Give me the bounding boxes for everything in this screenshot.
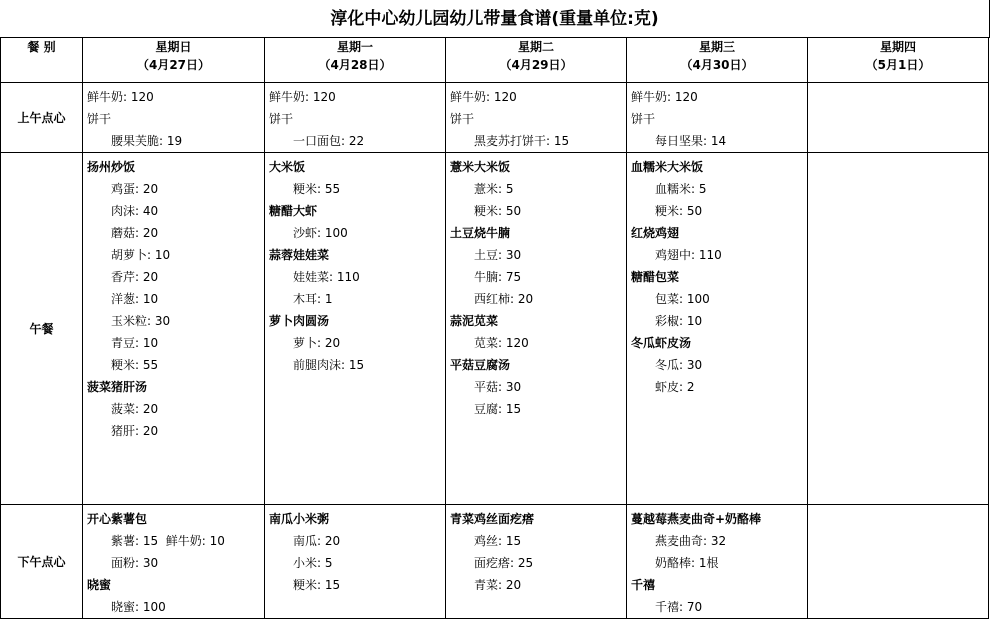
ingredient: 面疙瘩: 25: [474, 556, 534, 570]
lunch-cell-thursday: [808, 153, 989, 505]
day-name: 星期四: [879, 40, 916, 54]
ingredient: 香芹: 20: [111, 270, 159, 284]
ingredient: 南瓜: 20: [293, 534, 341, 548]
dish-name: 糖醋包菜: [631, 270, 680, 284]
ingredient: 粳米: 50: [655, 204, 703, 218]
morning-cell-sunday: [83, 83, 265, 153]
afternoon-snack-row: [1, 505, 989, 619]
ingredient: 薏米: 5: [474, 182, 514, 196]
dish-name: 蔓越莓燕麦曲奇+奶酪棒: [631, 512, 762, 526]
afternoon-cell-monday: [265, 505, 446, 619]
day-date: （4月30日）: [680, 58, 754, 72]
ingredient: 玉米粒: 30: [111, 314, 171, 328]
ingredient: 土豆: 30: [474, 248, 522, 262]
dish-name: 蒜泥苋菜: [450, 314, 499, 328]
menu-line: 黑麦苏打饼干: 15: [474, 134, 570, 148]
ingredient: 苋菜: 120: [474, 336, 529, 350]
morning-snack-row: [1, 83, 989, 153]
ingredient: 粳米: 55: [293, 182, 341, 196]
menu-line: 腰果芙脆: 19: [111, 134, 183, 148]
ingredient: 虾皮: 2: [655, 380, 695, 394]
day-header-monday: [265, 38, 446, 83]
day-name: 星期一: [336, 40, 373, 54]
day-name: 星期日: [155, 40, 192, 54]
afternoon-cell-tuesday: [446, 505, 627, 619]
ingredient: 鸡蛋: 20: [111, 182, 159, 196]
morning-cell-monday: [265, 83, 446, 153]
morning-cell-wednesday: [627, 83, 808, 153]
menu-line: 一口面包: 22: [293, 134, 365, 148]
meal-type-header: 餐 别: [1, 38, 83, 83]
ingredient: 豆腐: 15: [474, 402, 522, 416]
day-name: 星期三: [698, 40, 735, 54]
dish-name: 蒜蓉娃娃菜: [269, 248, 330, 262]
dish-name: 菠菜猪肝汤: [87, 380, 148, 394]
dish-name: 晓蜜: [87, 578, 112, 592]
menu-line: 鲜牛奶: 120: [87, 90, 154, 104]
afternoon-cell-thursday: [808, 505, 989, 619]
ingredient: 青豆: 10: [111, 336, 159, 350]
ingredient: 萝卜: 20: [293, 336, 341, 350]
ingredient: 粳米: 50: [474, 204, 522, 218]
ingredient: 蘑菇: 20: [111, 226, 159, 240]
ingredient: 青菜: 20: [474, 578, 522, 592]
dish-name: 大米饭: [269, 160, 306, 174]
sheet-title: 淳化中心幼儿园幼儿带量食谱(重量单位:克): [0, 0, 990, 38]
ingredient: 粳米: 15: [293, 578, 341, 592]
morning-cell-thursday: [808, 83, 989, 153]
ingredient: 粳米: 55: [111, 358, 159, 372]
ingredient: 菠菜: 20: [111, 402, 159, 416]
ingredient: 娃娃菜: 110: [293, 270, 360, 284]
ingredient: 胡萝卜: 10: [111, 248, 171, 262]
menu-line: 每日坚果: 14: [655, 134, 727, 148]
ingredient: 肉沫: 40: [111, 204, 159, 218]
ingredient: 鸡丝: 15: [474, 534, 522, 548]
day-date: （5月1日）: [865, 58, 931, 72]
lunch-cell-sunday: [83, 153, 265, 505]
ingredient: 燕麦曲奇: 32: [655, 534, 727, 548]
ingredient: 紫薯: 15 鲜牛奶: 10: [111, 534, 225, 548]
menu-line: 饼干: [269, 112, 294, 126]
morning-snack-label: 上午点心: [1, 83, 83, 153]
day-header-thursday: [808, 38, 989, 83]
menu-line: 鲜牛奶: 120: [269, 90, 336, 104]
day-header-wednesday: [627, 38, 808, 83]
dish-name: 平菇豆腐汤: [450, 358, 511, 372]
ingredient: 千禧: 70: [655, 600, 703, 614]
day-date: （4月27日）: [136, 58, 211, 72]
ingredient: 前腿肉沫: 15: [293, 358, 365, 372]
day-date: （4月29日）: [499, 58, 573, 72]
afternoon-cell-sunday: [83, 505, 265, 619]
ingredient: 面粉: 30: [111, 556, 159, 570]
dish-name: 青菜鸡丝面疙瘩: [450, 512, 535, 526]
ingredient: 牛腩: 75: [474, 270, 522, 284]
lunch-cell-tuesday: [446, 153, 627, 505]
afternoon-cell-wednesday: [627, 505, 808, 619]
ingredient: 晓蜜: 100: [111, 600, 166, 614]
ingredient: 鸡翅中: 110: [655, 248, 722, 262]
dish-name: 糖醋大虾: [269, 204, 318, 218]
menu-line: 鲜牛奶: 120: [450, 90, 517, 104]
ingredient: 平菇: 30: [474, 380, 522, 394]
morning-cell-tuesday: [446, 83, 627, 153]
ingredient: 沙虾: 100: [293, 226, 348, 240]
dish-name: 红烧鸡翅: [631, 226, 680, 240]
header-row: [1, 38, 989, 83]
ingredient: 木耳: 1: [293, 292, 333, 306]
lunch-cell-wednesday: [627, 153, 808, 505]
dish-name: 冬瓜虾皮汤: [631, 336, 692, 350]
dish-name: 开心紫薯包: [87, 512, 148, 526]
dish-name: 扬州炒饭: [87, 160, 136, 174]
menu-table: [0, 37, 989, 619]
menu-line: 饼干: [631, 112, 656, 126]
ingredient: 冬瓜: 30: [655, 358, 703, 372]
ingredient: 西红柿: 20: [474, 292, 534, 306]
dish-name: 血糯米大米饭: [631, 160, 704, 174]
day-name: 星期二: [517, 40, 554, 54]
ingredient: 奶酪棒: 1根: [655, 556, 719, 570]
dish-name: 千禧: [631, 578, 656, 592]
dish-name: 土豆烧牛腩: [450, 226, 511, 240]
lunch-cell-monday: [265, 153, 446, 505]
lunch-row: [1, 153, 989, 505]
lunch-label: 午餐: [1, 153, 83, 505]
menu-line: 饼干: [87, 112, 112, 126]
ingredient: 小米: 5: [293, 556, 333, 570]
menu-line: 鲜牛奶: 120: [631, 90, 698, 104]
day-date: （4月28日）: [318, 58, 392, 72]
dish-name: 薏米大米饭: [450, 160, 511, 174]
menu-line: 饼干: [450, 112, 475, 126]
day-header-tuesday: [446, 38, 627, 83]
ingredient: 彩椒: 10: [655, 314, 703, 328]
ingredient: 猪肝: 20: [111, 424, 159, 438]
dish-name: 南瓜小米粥: [269, 512, 330, 526]
ingredient: 洋葱: 10: [111, 292, 159, 306]
ingredient: 血糯米: 5: [655, 182, 707, 196]
dish-name: 萝卜肉圆汤: [269, 314, 330, 328]
day-header-sunday: [83, 38, 265, 83]
ingredient: 包菜: 100: [655, 292, 710, 306]
afternoon-snack-label: 下午点心: [1, 505, 83, 619]
